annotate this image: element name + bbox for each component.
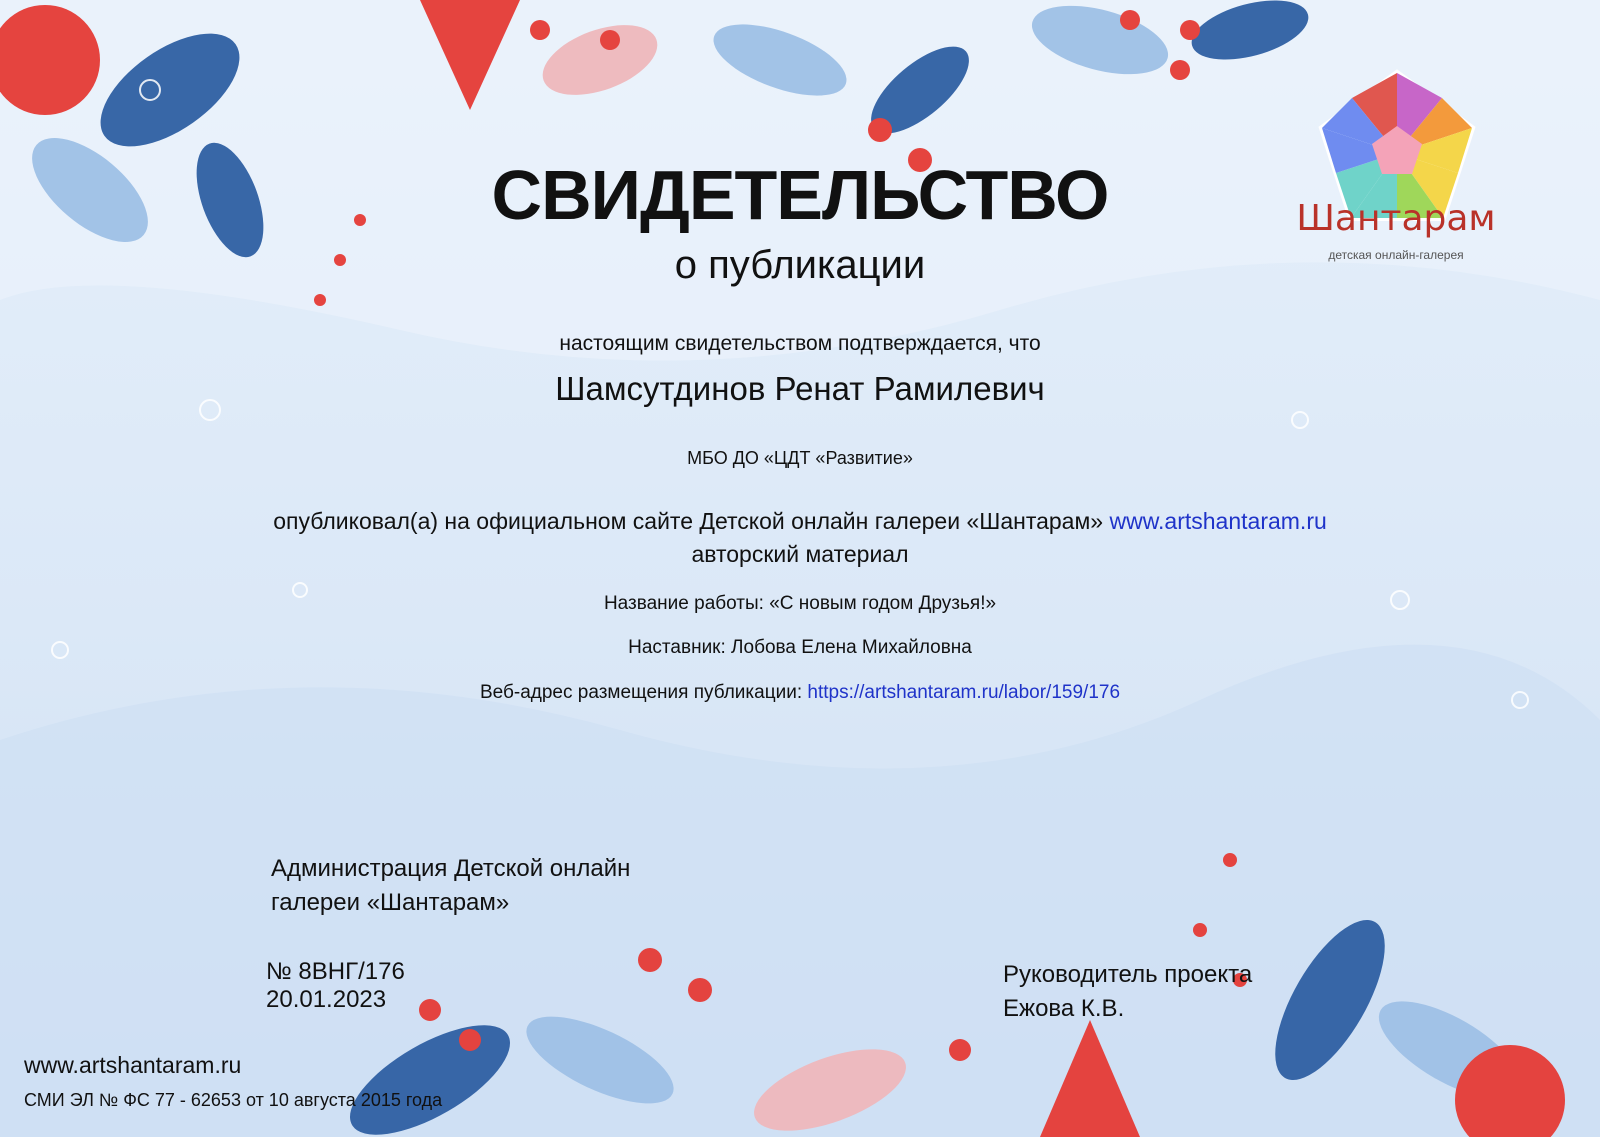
logo-name: Шантарам (1296, 198, 1496, 239)
project-lead-role: Руководитель проекта (1003, 961, 1253, 988)
publication-statement (0, 505, 1600, 572)
material-text: авторский материал (691, 541, 909, 568)
mentor: Наставник: Лобова Елена Михайловна (628, 637, 972, 658)
web-address-link[interactable]: https://artshantaram.ru/labor/159/176 (807, 682, 1121, 703)
project-lead-block (1003, 958, 1252, 1025)
footer-registration: СМИ ЭЛ № ФС 77 - 62653 от 10 августа 2015 года (24, 1090, 443, 1110)
published-site-link[interactable]: www.artshantaram.ru (1109, 508, 1327, 534)
logo-tagline: детская онлайн-галерея (1328, 248, 1464, 262)
work-title: Название работы: «С новым годом Друзья!» (603, 593, 997, 614)
certificate-subtitle: о публикации (674, 243, 926, 287)
administration-line-1: Администрация Детской онлайн (271, 855, 631, 882)
web-address-label: Веб-адрес размещения публикации: (479, 682, 803, 703)
footer-site[interactable]: www.artshantaram.ru (24, 1052, 242, 1078)
confirm-text: настоящим свидетельством подтверждается, что (559, 332, 1041, 355)
certificate-title: СВИДЕТЕЛЬСТВО (491, 156, 1109, 234)
organization: МБО ДО «ЦДТ «Развитие» (687, 448, 913, 468)
registration-block (266, 958, 405, 1013)
person-name: Шамсутдинов Ренат Рамилевич (555, 370, 1045, 407)
web-address (0, 682, 1600, 704)
administration-line-2: галереи «Шантарам» (271, 888, 510, 916)
published-text: опубликовал(а) на официальном сайте Детской онлайн галереи «Шантарам» (273, 508, 1104, 534)
project-lead-name: Ежова К.В. (1003, 994, 1125, 1022)
administration-block (271, 852, 630, 919)
registration-number: № 8ВНГ/176 (266, 958, 405, 985)
registration-date: 20.01.2023 (266, 985, 387, 1013)
